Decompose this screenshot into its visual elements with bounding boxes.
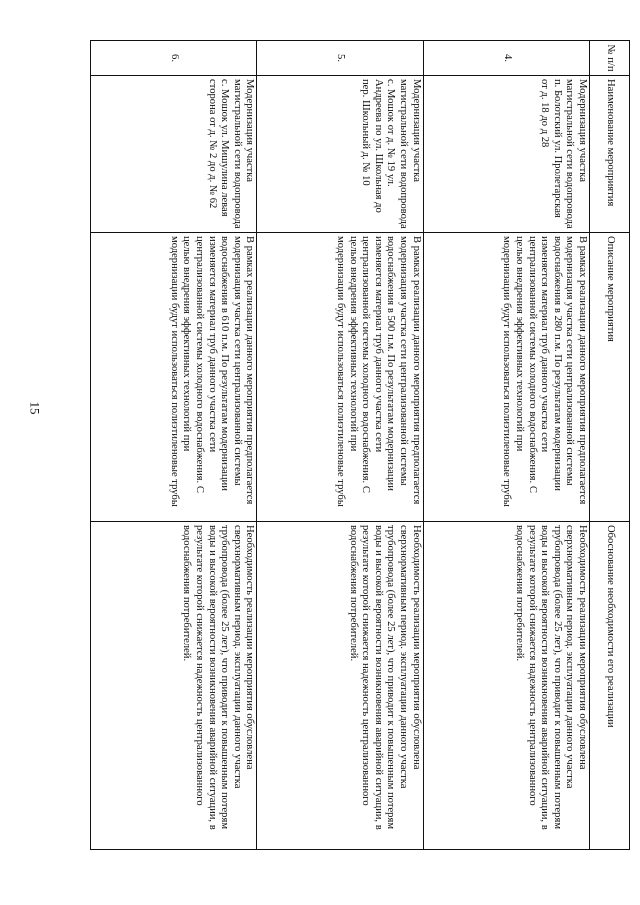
row-num: 4. (423, 41, 589, 76)
rotated-table-container (90, 40, 630, 850)
table-row (91, 41, 257, 850)
header-name: Наименование мероприятия (590, 76, 630, 233)
header-num: № п/п (590, 41, 630, 76)
page-number: 15 (27, 401, 43, 415)
table-row (257, 41, 423, 850)
row-justification: Необходимость реализации мероприятия обусловлена сверхнормативным период. эксплуатации данного участка трубопровода (более 25 лет), что приводит к повышенным потерям воды и высокой вероятности возникновения аварийной ситуации, в результате которой снижается надежность централизованного водоснабжения потребителей. (257, 522, 423, 850)
row-num: 6. (91, 41, 257, 76)
row-description: В рамках реализации данного мероприятия предполагается модернизация участка сети централизованной системы водоснабжения в 280 п.м. По результатам модернизации изменяется материал труб данного участка сети централизованной системы холодного водоснабжения. С целью внедрения эффективных технологий при модернизации будут использоваться полиэтиленовые трубы (423, 233, 589, 522)
row-description: В рамках реализации данного мероприятия предполагается модернизация участка сети централизованной системы водоснабжения в 610 п.м. По результатам модернизации изменяется материал труб данного участка сети централизованной системы холодного водоснабжения. С целью внедрения эффективных технологий при модернизации будут использоваться полиэтиленовые трубы (91, 233, 257, 522)
measures-table (90, 40, 630, 850)
row-name: Модернизация участка магистральной сети водопровода с. Мошок от д. № 19 ул. Андреева по ул. Школьная до пер. Школьный д. № 10 (257, 76, 423, 233)
table-row (423, 41, 589, 850)
row-name: Модернизация участка магистральной сети водопровода с. Мошок ул. Мишулина левая сторона от д. № 2 до д. № 62 (91, 76, 257, 233)
header-description: Описание мероприятия (590, 233, 630, 522)
header-justification: Обоснование необходимости его реализации (590, 522, 630, 850)
table-header-row (590, 41, 630, 850)
row-description: В рамках реализации данного мероприятия предполагается модернизация участка сети централизованной системы водоснабжения в 500 п.м. По результатам модернизации изменяется материал труб данного участка сети централизованной системы холодного водоснабжения. С целью внедрения эффективных технологий при модернизации будут использоваться полиэтиленовые трубы (257, 233, 423, 522)
row-justification: Необходимость реализации мероприятия обусловлена сверхнормативным период. эксплуатации данного участка трубопровода (более 25 лет), что приводит к повышенным потерям воды и высокой вероятности возникновения аварийной ситуации, в результате которой снижается надежность централизованного водоснабжения потребителей. (91, 522, 257, 850)
row-num: 5. (257, 41, 423, 76)
row-justification: Необходимость реализации мероприятия обусловлена сверхнормативным период. эксплуатации данного участка трубопровода (более 25 лет), что приводит к повышенным потерям воды и высокой вероятности возникновения аварийной ситуации, в результате которой снижается надежность централизованного водоснабжения потребителей. (423, 522, 589, 850)
row-name: Модернизация участка магистральной сети водопровода п. Болотский ул. Пролетарская от д. 18 до д 28 (423, 76, 589, 233)
